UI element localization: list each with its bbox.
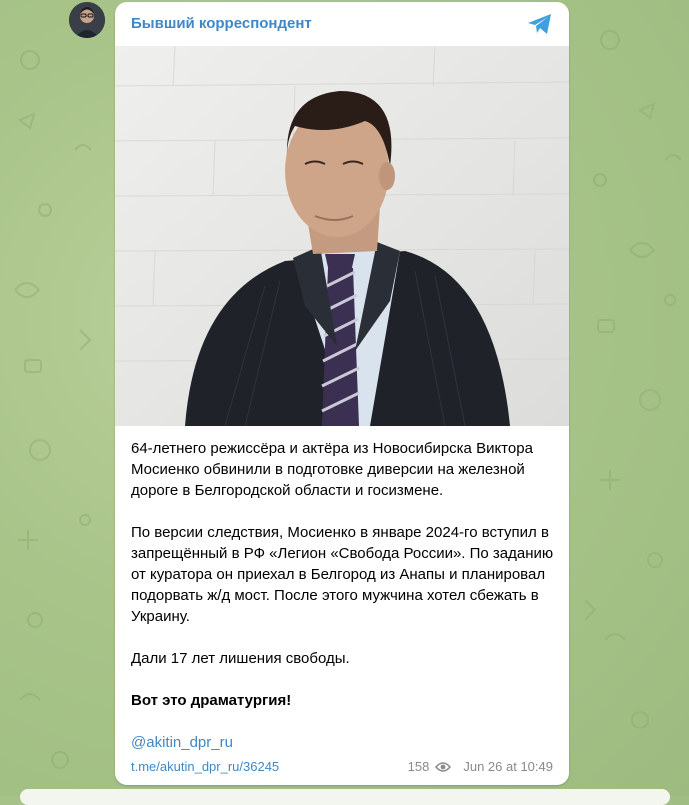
post-emphasis: Вот это драматургия! <box>131 692 292 709</box>
message-header <box>115 2 569 46</box>
eye-icon <box>435 761 451 773</box>
post-photo[interactable] <box>115 46 569 426</box>
next-message-preview <box>20 789 670 805</box>
channel-name[interactable]: Бывший корреспондент <box>131 15 312 32</box>
man-in-suit-photo <box>115 46 569 426</box>
person-avatar-icon <box>69 2 105 38</box>
message-timestamp: Jun 26 at 10:49 <box>463 759 553 774</box>
message-footer <box>131 757 553 777</box>
channel-avatar[interactable] <box>69 2 105 38</box>
message-meta <box>408 757 553 777</box>
post-permalink[interactable]: t.me/akutin_dpr_ru/36245 <box>131 759 280 774</box>
post-paragraph: Дали 17 лет лишения свободы. <box>131 650 350 667</box>
view-count: 158 <box>407 759 430 774</box>
message-card <box>115 2 569 785</box>
telegram-plane-icon[interactable] <box>527 12 553 36</box>
channel-mention-link[interactable]: @akitin_dpr_ru <box>131 734 233 751</box>
post-paragraph: По версии следствия, Мосиенко в январе 2024-го вступил в запрещённый в РФ «Легион «Свобода России». По заданию от куратора он приехал в Белгород из Анапы и планировал подорвать ж/д мост. После этого мужчина хотел сбежать в Украину. <box>131 524 554 625</box>
post-paragraph: 64-летнего режиссёра и актёра из Новосибирска Виктора Мосиенко обвинили в подготовке диверсии на железной дороге в Белгородской области и госизмене. <box>131 440 533 499</box>
post-text <box>131 438 555 753</box>
